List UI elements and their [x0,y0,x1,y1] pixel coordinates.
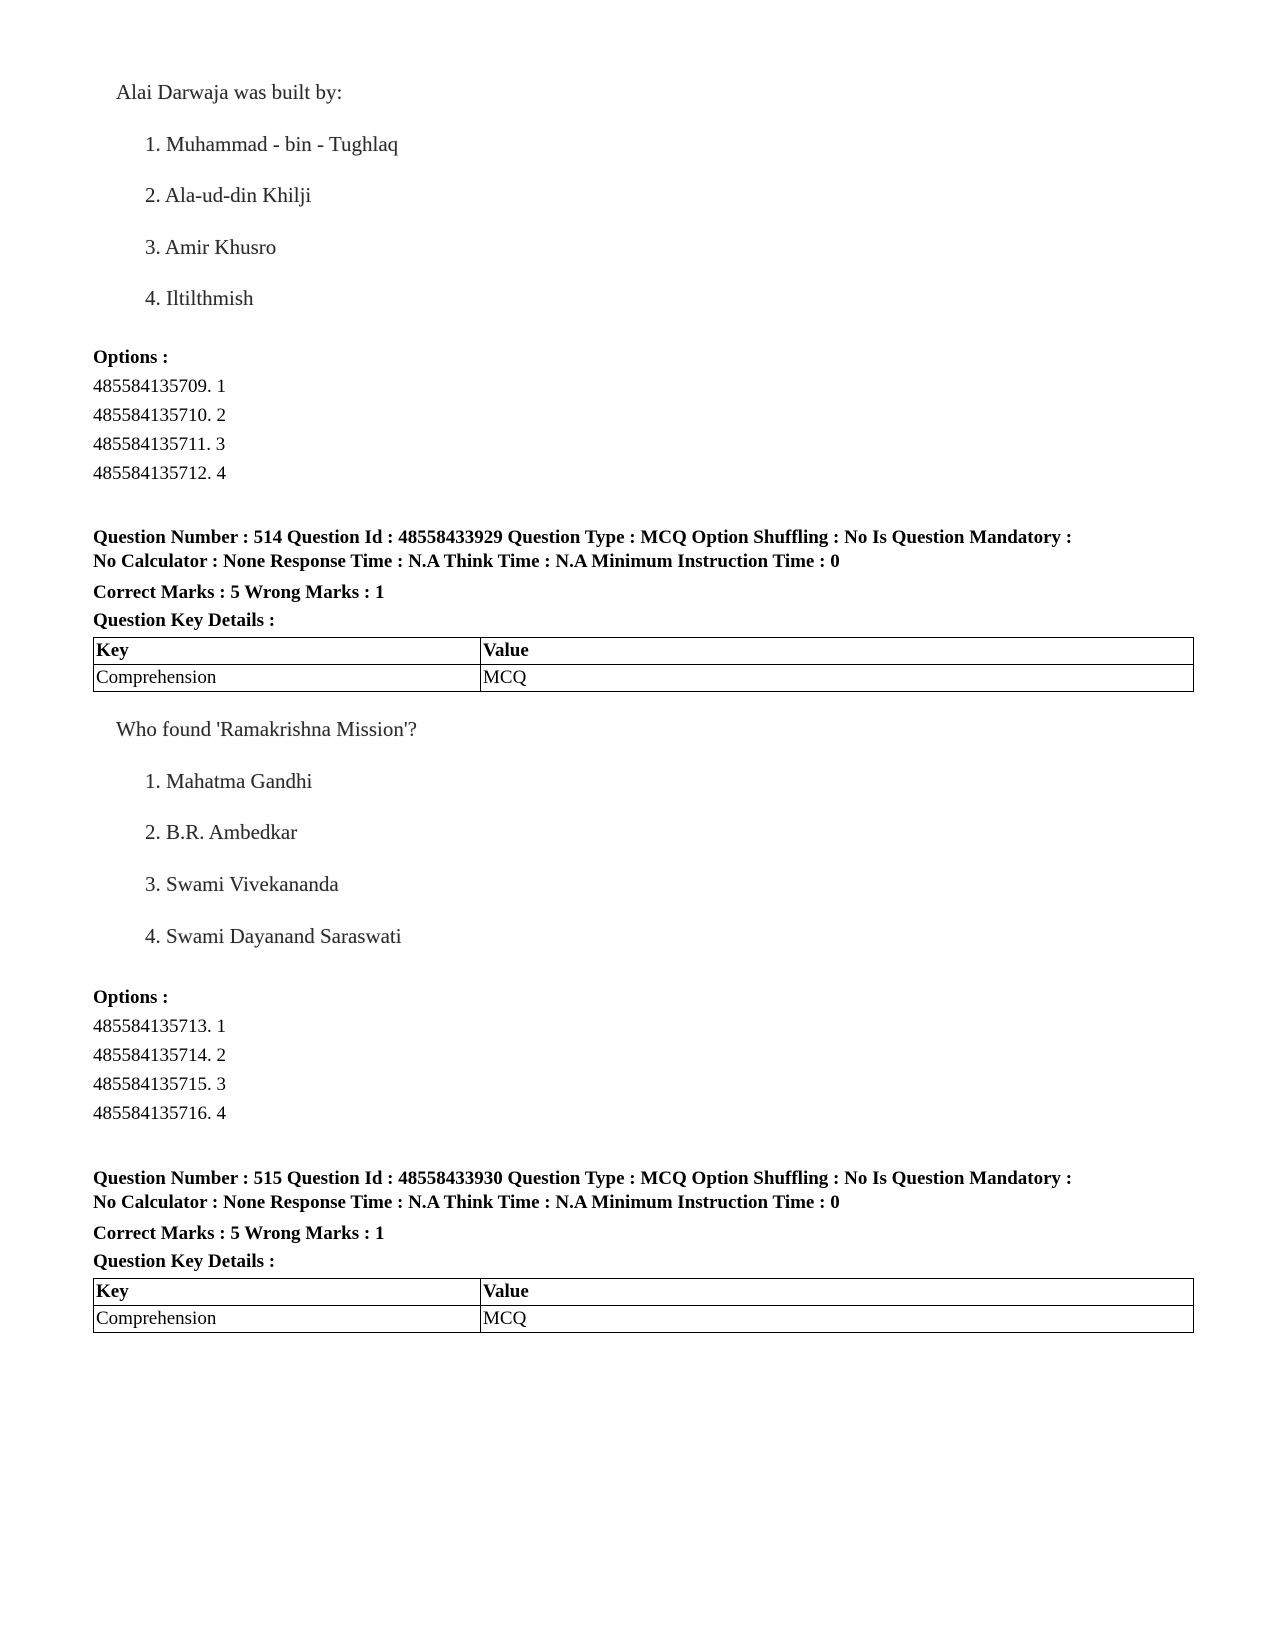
key-table-514 [93,637,1194,692]
question-meta-line: No Calculator : None Response Time : N.A Think Time : N.A Minimum Instruction Time : 0 [93,551,840,572]
question-meta-line: Question Number : 514 Question Id : 48558433929 Question Type : MCQ Option Shuffling : No Is Question Mandatory : [93,527,1073,548]
table-row [94,1306,1194,1333]
table-header-key: Key [94,1279,481,1306]
question-choice-1: 1. Muhammad - bin - Tughlaq [145,132,399,156]
option-item: 485584135713. 1 [93,1016,226,1037]
table-header-row [94,1279,1194,1306]
option-item: 485584135712. 4 [93,463,226,484]
marks-line: Correct Marks : 5 Wrong Marks : 1 [93,582,385,603]
option-item: 485584135709. 1 [93,376,226,397]
question-choice-2: 2. Ala-ud-din Khilji [145,183,312,207]
table-header-row [94,638,1194,665]
question-meta-514 [93,526,1193,634]
question-choice-3: 3. Amir Khusro [145,235,277,259]
table-cell-value: MCQ [481,665,1194,692]
question-text: Who found 'Ramakrishna Mission'? [116,717,417,741]
table-header-value: Value [481,638,1194,665]
table-cell-value: MCQ [481,1306,1194,1333]
key-details-label: Question Key Details : [93,610,276,631]
options-label: Options : [93,347,169,368]
option-item: 485584135711. 3 [93,434,226,455]
question-choice-4: 4. Iltilthmish [145,286,254,310]
option-item: 485584135710. 2 [93,405,226,426]
table-cell-key: Comprehension [94,1306,481,1333]
option-item: 485584135714. 2 [93,1045,226,1066]
marks-line: Correct Marks : 5 Wrong Marks : 1 [93,1223,385,1244]
key-table-515 [93,1278,1194,1333]
question-meta-line: No Calculator : None Response Time : N.A Think Time : N.A Minimum Instruction Time : 0 [93,1192,840,1213]
question-meta-line: Question Number : 515 Question Id : 48558433930 Question Type : MCQ Option Shuffling : No Is Question Mandatory : [93,1168,1073,1189]
question-choice-2: 2. B.R. Ambedkar [145,820,298,844]
option-item: 485584135716. 4 [93,1103,226,1124]
table-row [94,665,1194,692]
key-details-label: Question Key Details : [93,1251,276,1272]
options-list-2 [93,983,226,1128]
table-cell-key: Comprehension [94,665,481,692]
options-list-1 [93,343,226,488]
option-item: 485584135715. 3 [93,1074,226,1095]
table-header-key: Key [94,638,481,665]
table-header-value: Value [481,1279,1194,1306]
question-text: Alai Darwaja was built by: [116,80,343,104]
options-label: Options : [93,987,169,1008]
question-choice-1: 1. Mahatma Gandhi [145,769,313,793]
question-choice-3: 3. Swami Vivekananda [145,872,339,896]
question-choice-4: 4. Swami Dayanand Saraswati [145,924,402,948]
question-meta-515 [93,1167,1193,1275]
